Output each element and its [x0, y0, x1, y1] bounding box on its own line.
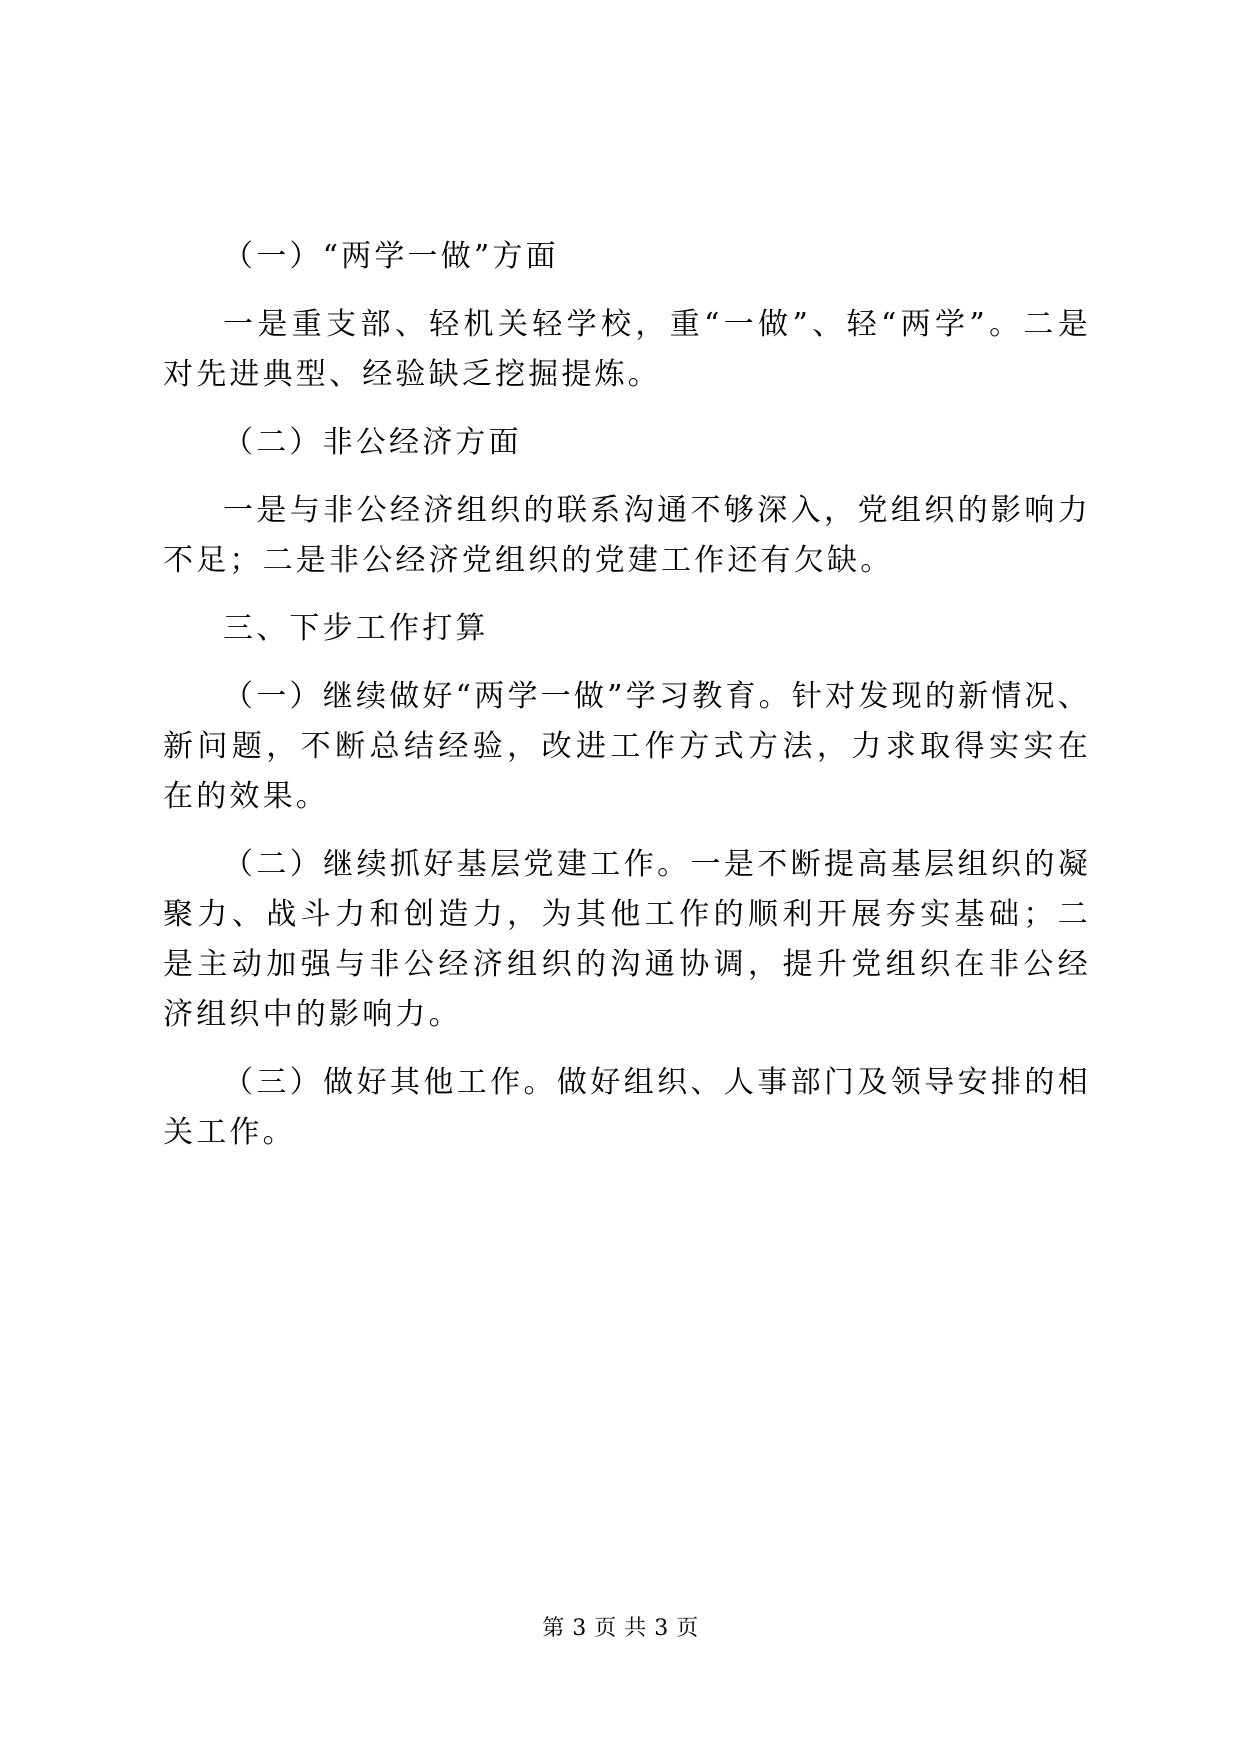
paragraph-next-step-three: （三）做好其他工作。做好组织、人事部门及领导安排的相关工作。	[163, 1065, 1091, 1150]
paragraph-next-step-two: （二）继续抓好基层党建工作。一是不断提高基层组织的凝聚力、战斗力和创造力，为其他工作的顺利开展夯实基础；二是主动加强与非公经济组织的沟通协调，提升党组织在非公经济组织中的影响力。	[163, 847, 1091, 1032]
subheading-non-public-economy: （二）非公经济方面	[223, 425, 522, 460]
paragraph-next-step-one: （一）继续做好“两学一做”学习教育。针对发现的新情况、新问题，不断总结经验，改进工作方式方法，力求取得实实在在的效果。	[163, 679, 1091, 814]
document-body	[163, 232, 1091, 1158]
paragraph-issues-non-public-economy: 一是与非公经济组织的联系沟通不够深入，党组织的影响力不足；二是非公经济党组织的党建工作还有欠缺。	[163, 493, 1091, 578]
page-number-footer: 第 3 页 共 3 页	[542, 1616, 699, 1641]
subheading-two-learn-one-do: （一）“两学一做”方面	[223, 239, 559, 274]
paragraph-issues-two-learn-one-do: 一是重支部、轻机关轻学校，重“一做”、轻“两学”。二是对先进典型、经验缺乏挖掘提炼。	[163, 307, 1091, 392]
section-heading-next-steps: 三、下步工作打算	[223, 611, 489, 646]
